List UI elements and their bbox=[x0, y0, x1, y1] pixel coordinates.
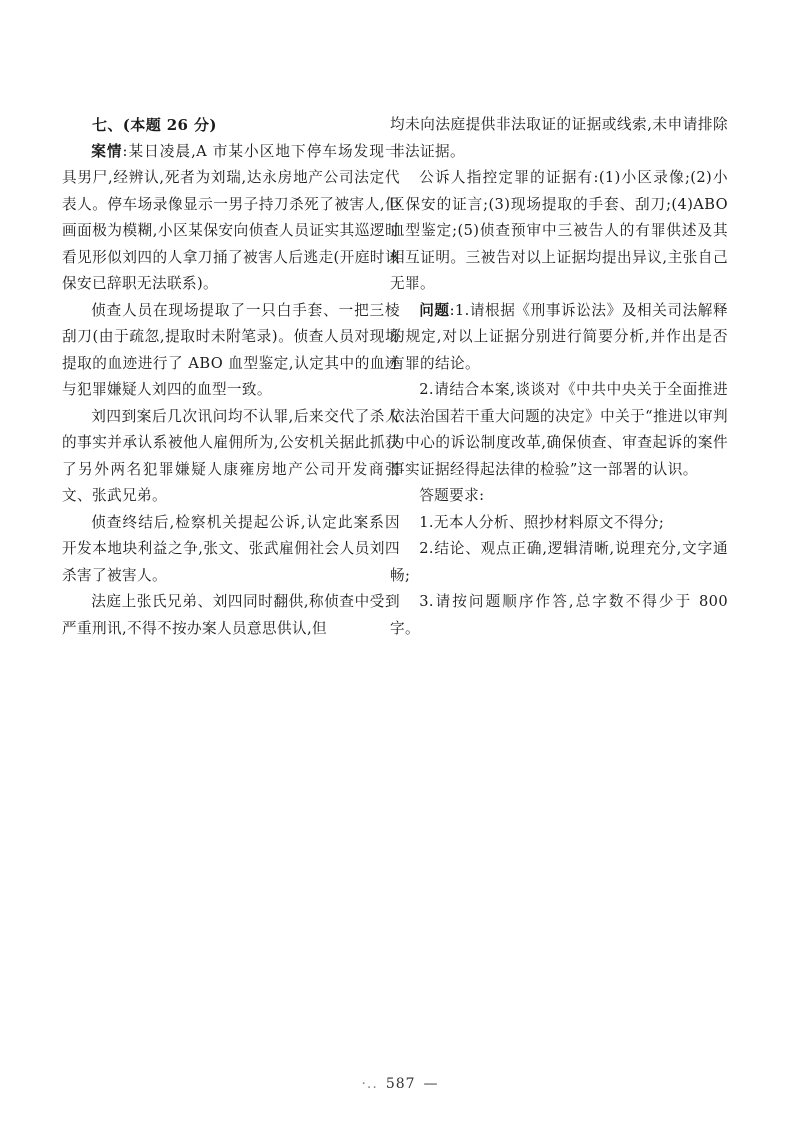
case-paragraph bbox=[62, 139, 400, 298]
page-number: 587 bbox=[385, 1076, 416, 1092]
prosecution-paragraph: 侦查终结后,检察机关提起公诉,认定此案系因开发本地块利益之争,张文、张武雇佣社会人员刘四杀害了被害人。 bbox=[62, 513, 400, 584]
page-footer bbox=[0, 1076, 800, 1092]
question-paragraph bbox=[390, 298, 728, 378]
prosecution-evidence-paragraph: 公诉人指控定罪的证据有:(1)小区录像;(2)小区保安的证言;(3)现场提取的手套、刮刀;(4)ABO 血型鉴定;(5)侦查预审中三被告人的有罪供述及其相互证明。三被告对以上证据均提出异议,主张自己无罪。 bbox=[390, 169, 728, 292]
left-column bbox=[62, 112, 400, 642]
answer-requirements-heading: 答题要求: bbox=[419, 487, 485, 504]
requirement-2: 2.结论、观点正确,逻辑清晰,说理充分,文字通畅; bbox=[390, 540, 728, 584]
footer-dots: ·.. bbox=[361, 1076, 378, 1092]
question-2-paragraph: 2.请结合本案,谈谈对《中共中央关于全面推进依法治国若干重大问题的决定》中关于“推进以审判为中心的诉讼制度改革,确保侦查、审查起诉的案件事实证据经得起法律的检验”这一部署的认识。 bbox=[390, 381, 728, 478]
case-label: 案情 bbox=[91, 142, 123, 160]
case-text: :某日凌晨,A 市某小区地下停车场发现一具男尸,经辨认,死者为刘瑞,达永房地产公司法定代表人。停车场录像显示一男子持刀杀死了被害人,但画面极为模糊,小区某保安向侦查人员证实其巡逻时看见形似刘四的人拿刀捅了被害人后逃走(开庭时该保安已辞职无法联系)。 bbox=[62, 142, 400, 292]
right-column bbox=[390, 112, 728, 642]
footer-dash: — bbox=[423, 1076, 439, 1092]
question-label: 问题 bbox=[419, 301, 450, 319]
retraction-paragraph: 法庭上张氏兄弟、刘四同时翻供,称侦查中受到严重刑讯,不得不按办案人员意思供认,但 bbox=[62, 593, 400, 637]
retraction-continued-paragraph: 均未向法庭提供非法取证的证据或线索,未申请排除非法证据。 bbox=[390, 116, 728, 160]
section-title: 七、(本题 26 分) bbox=[92, 116, 217, 134]
confession-paragraph: 刘四到案后几次讯问均不认罪,后来交代了杀人的事实并承认系被他人雇佣所为,公安机关据此抓获了另外两名犯罪嫌疑人康雍房地产公司开发商张文、张武兄弟。 bbox=[62, 407, 400, 504]
requirement-3: 3.请按问题顺序作答,总字数不得少于 800 字。 bbox=[390, 593, 728, 637]
evidence-collection-paragraph: 侦查人员在现场提取了一只白手套、一把三棱刮刀(由于疏忽,提取时未附笔录)。侦查人员对现场提取的血迹进行了 ABO 血型鉴定,认定其中的血迹与犯罪嫌疑人刘四的血型一致。 bbox=[62, 301, 400, 398]
question-1-text: :1.请根据《刑事诉讼法》及相关司法解释的规定,对以上证据分别进行简要分析,并作出是否有罪的结论。 bbox=[390, 301, 728, 372]
requirement-1: 1.无本人分析、照抄材料原文不得分; bbox=[419, 513, 665, 531]
